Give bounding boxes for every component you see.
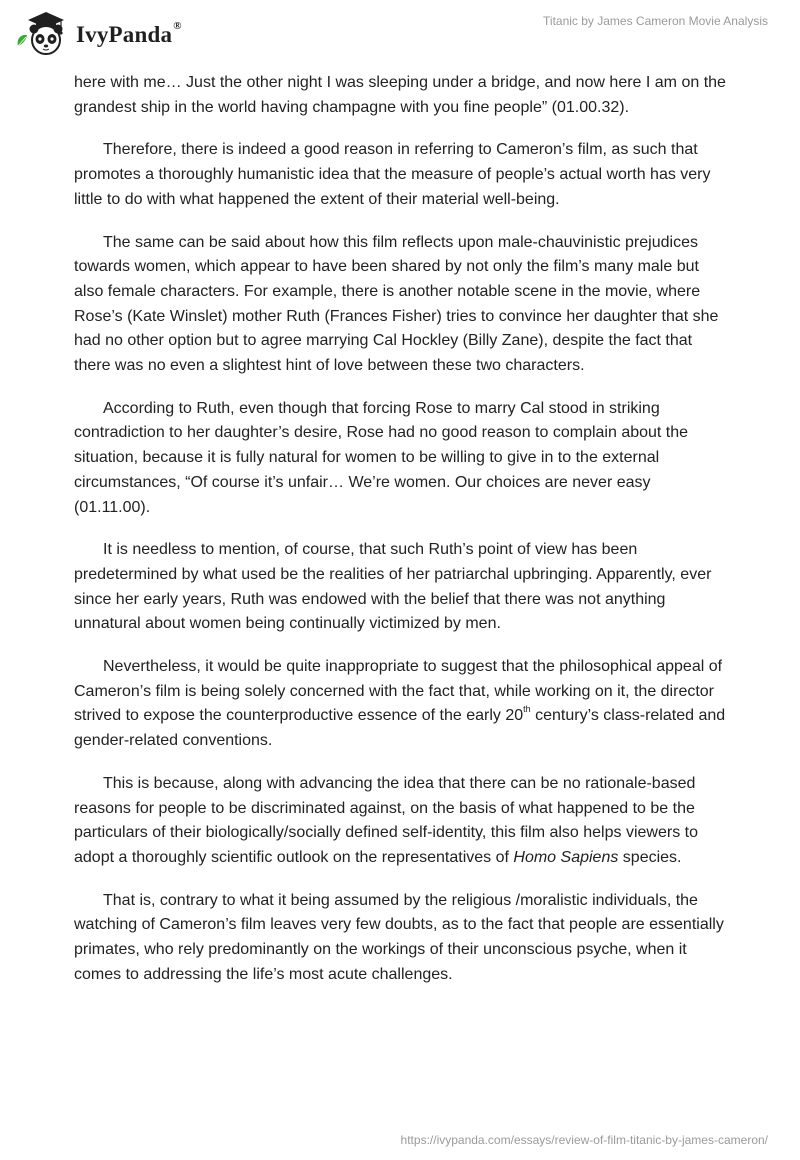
paragraph-7-text-a: This is because, along with advancing the idea that there can be no rationale-based reasons for people to be discriminated against, on the basis of what happened to be the particulars of their biologically/socially defined self-identity, this film also helps viewers to adopt a thoroughly scientific outlook on the representatives of bbox=[74, 774, 698, 866]
paragraph-6-text-b: century’s class-related and gender-related conventions. bbox=[74, 707, 726, 750]
ivypanda-logo[interactable] bbox=[14, 8, 182, 58]
paragraph-6 bbox=[74, 655, 730, 754]
paragraph-6-text-a: Nevertheless, it would be quite inappropriate to suggest that the philosophical appeal of Cameron’s film is being solely concerned with the fact that, while working on it, the director strived to expose the counterproductive essence of the early 20 bbox=[74, 658, 723, 725]
page-header bbox=[0, 0, 800, 70]
paragraph-1: here with me… Just the other night I was sleeping under a bridge, and now here I am on the grandest ship in the world having champagne with you fine people” (01.00.32). bbox=[74, 74, 726, 116]
source-url-link[interactable]: https://ivypanda.com/essays/review-of-film-titanic-by-james-cameron/ bbox=[400, 1133, 768, 1147]
paragraph-4: According to Ruth, even though that forcing Rose to marry Cal stood in striking contradiction to her daughter’s desire, Rose had no good reason to complain about the situation, because it is fully natural for women to be willing to give in to the external circumstances, “Of course it’s unfair… We’re women. Our choices are never easy (01.11.00). bbox=[74, 399, 689, 516]
paragraph-8: That is, contrary to what it being assumed by the religious /moralistic individuals, the watching of Cameron’s film leaves very few doubts, as to the fact that people are essentially primates, who rely predominantly on the workings of their unconscious psyche, when it comes to addressing the life’s most acute challenges. bbox=[74, 891, 724, 983]
paragraph-7-text-b: species. bbox=[618, 848, 682, 866]
paragraph-3: The same can be said about how this film reflects upon male-chauvinistic prejudices towards women, which appear to have been shared by not only the film’s many male but also female characters. For example, there is another notable scene in the movie, where Rose’s (Kate Winslet) mother Ruth (Frances Fisher) tries to convince her daughter that she had no other option but to agree marrying Cal Hockley (Billy Zane), despite the fact that there was no even a slightest hint of love between these two characters. bbox=[74, 233, 719, 375]
paragraph-5: It is needless to mention, of course, that such Ruth’s point of view has been predetermined by what used be the realities of her patriarchal upbringing. Apparently, ever since her early years, Ruth was endowed with the belief that there was not anything unnatural about women being continually victimized by men. bbox=[74, 541, 712, 633]
panda-graduation-cap-icon bbox=[14, 8, 72, 58]
paragraph-7 bbox=[74, 772, 730, 871]
ordinal-superscript: th bbox=[523, 704, 531, 715]
brand-name: IvyPanda® bbox=[76, 20, 182, 47]
species-name-italic: Homo Sapiens bbox=[513, 848, 619, 866]
essay-content bbox=[74, 71, 730, 1006]
paragraph-2: Therefore, there is indeed a good reason in referring to Cameron’s film, as such that promotes a thoroughly humanistic idea that the measure of people’s actual worth has very little to do with what happened the extent of their material well-being. bbox=[74, 141, 711, 208]
document-title: Titanic by James Cameron Movie Analysis bbox=[543, 14, 768, 28]
